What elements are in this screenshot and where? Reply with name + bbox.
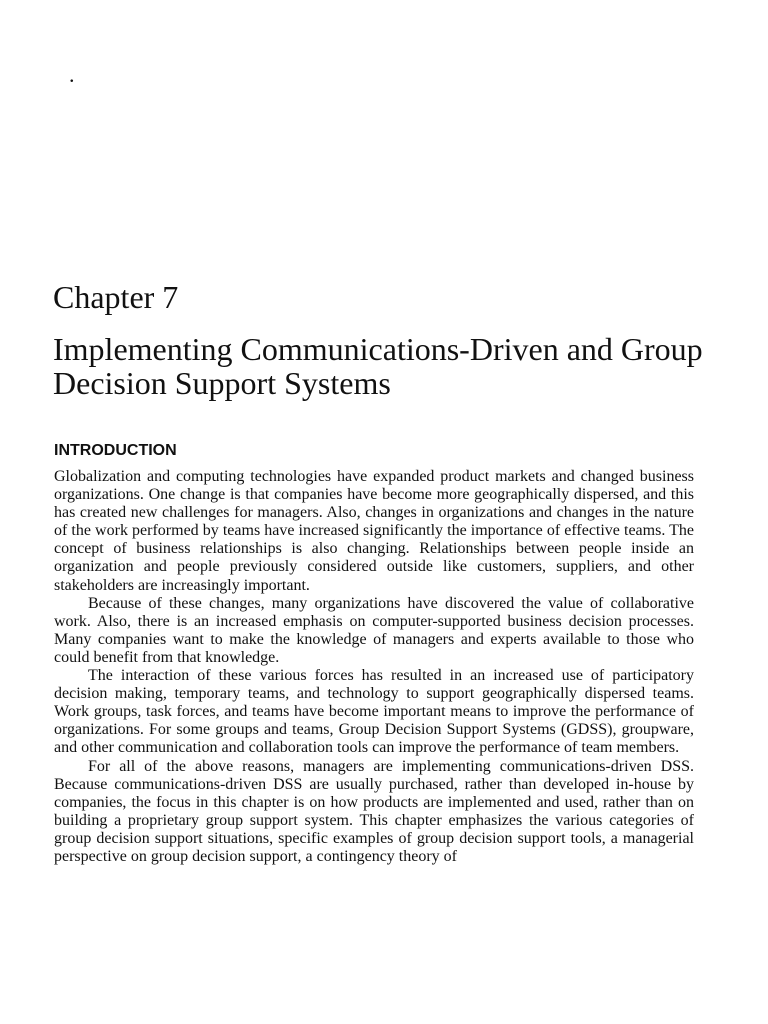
paragraph: The interaction of these various forces has resulted in an increased use of participatory decision making, temporary teams, and technology to support geographically dispersed teams. Work groups, task forces, and teams have become important means to improve the performance of organizations. For some groups and teams, Group Decision Support Systems (GDSS), groupware, and other communication and collaboration tools can improve the performance of team members. [54, 667, 694, 757]
chapter-title: Implementing Communications-Driven and Group Decision Support Systems [53, 331, 703, 401]
body-text [54, 468, 694, 866]
section-heading: INTRODUCTION [54, 442, 177, 459]
chapter-label: Chapter 7 [53, 279, 179, 315]
paragraph: Globalization and computing technologies have expanded product markets and changed business organizations. One change is that companies have become more geographically dispersed, and this has created new challenges for managers. Also, changes in organizations and changes in the nature of the work performed by teams have increased significantly the importance of effective teams. The concept of business relationships is also changing. Relationships between people inside an organization and people previously considered outside like customers, suppliers, and other stakeholders are increasingly important. [54, 468, 694, 594]
page-mark: . [69, 62, 75, 87]
paragraph: Because of these changes, many organizations have discovered the value of collaborative work. Also, there is an increased emphasis on computer-supported business decision processes. Many companies want to make the knowledge of managers and experts available to those who could benefit from that knowledge. [54, 594, 694, 666]
paragraph: For all of the above reasons, managers are implementing communications-driven DSS. Because communications-driven DSS are usually purchased, rather than developed in-house by companies, the focus in this chapter is on how products are implemented and used, rather than on building a proprietary group support system. This chapter emphasizes the various categories of group decision support situations, specific examples of group decision support tools, a managerial perspective on group decision support, a contingency theory of [54, 757, 694, 865]
